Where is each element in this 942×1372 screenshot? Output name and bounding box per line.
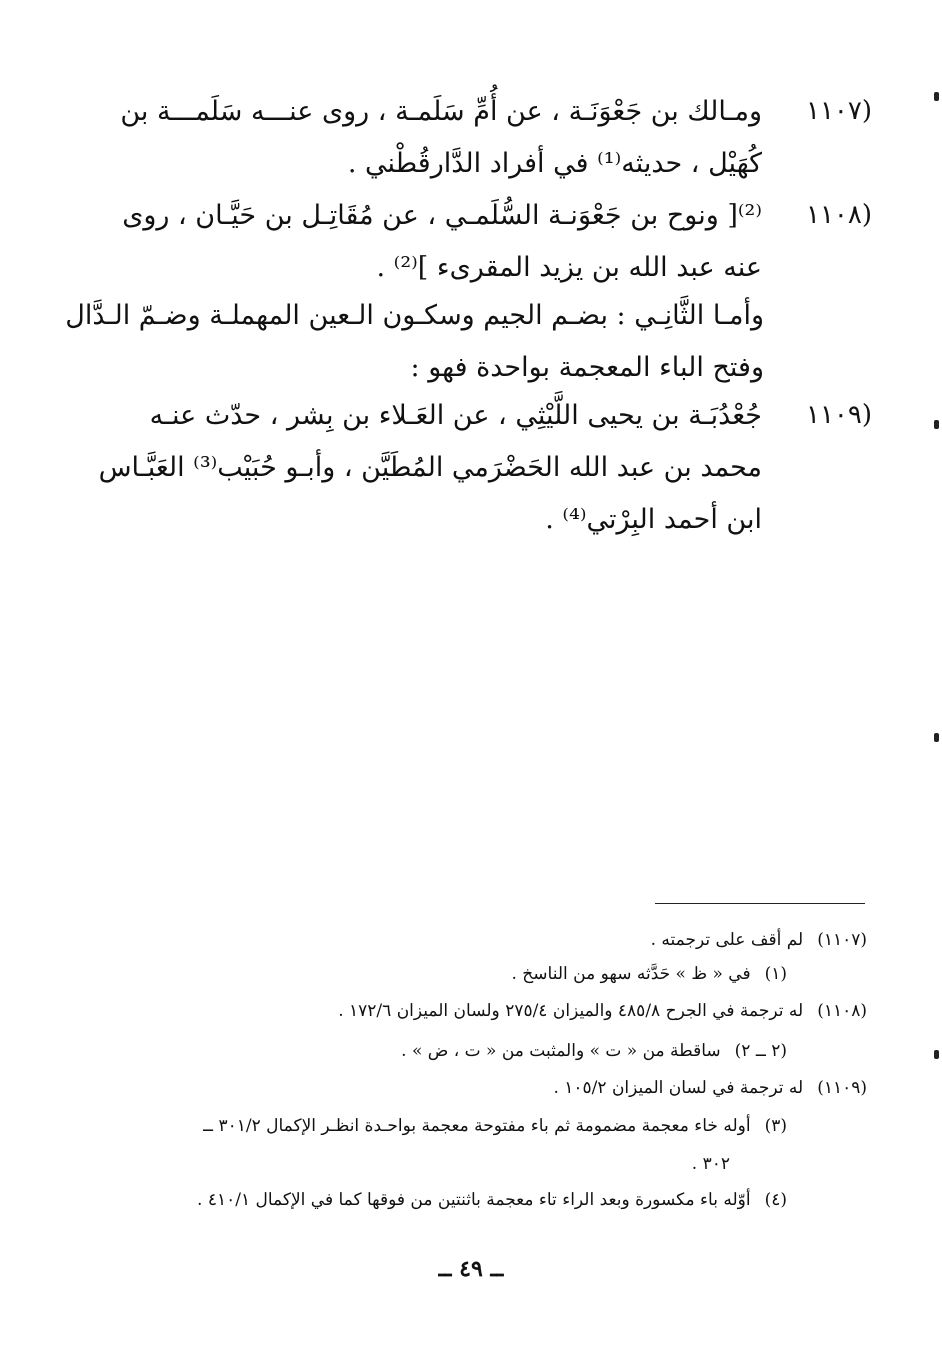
entry-text: [98, 390, 762, 546]
footnote-text: له ترجمة في الجرح ٤٨٥/٨ والميزان ٢٧٥/٤ ولسان الميزان ١٧٢/٦ .: [338, 1001, 804, 1021]
footnote-2: [401, 1037, 787, 1065]
footnote-3-continuation: [692, 1150, 730, 1178]
entry-1108: [122, 190, 872, 294]
footnote-number: (٤): [764, 1190, 787, 1210]
entry-line: محمد بن عبد الله الحَضْرَمي المُطَيَّن ، وأبـو حُبَيْب⁽³⁾ العَبَّـاس: [98, 452, 762, 483]
scan-mark: [934, 1050, 939, 1059]
scan-mark: [934, 92, 939, 101]
entry-line: جُعْدُبَـة بن يحيى اللَّيْثِي ، عن العَـلاء بن بِشر ، حدّث عنـه: [149, 400, 762, 431]
entry-number: (١١٠٧: [805, 96, 872, 126]
entry-text: [122, 190, 762, 294]
footnote-separator: [655, 903, 865, 904]
entry-1109: [98, 390, 872, 546]
footnote-text: أوله خاء معجمة مضمومة ثم باء مفتوحة معجمة بواحـدة انظـر الإكمال ٣٠١/٢ ــ: [203, 1116, 751, 1136]
footnote-4: [197, 1186, 787, 1214]
footnote-text: ساقطة من « ت » والمثبت من « ت ، ض » .: [401, 1041, 721, 1061]
footnote-text: ٣٠٢ .: [691, 1154, 730, 1174]
entry-number: (١١٠٩: [805, 400, 872, 430]
entry-line: كُهَيْل ، حديثه⁽¹⁾ في أفراد الدَّارقُطْني .: [347, 148, 762, 179]
footnote-number: (١): [764, 964, 787, 984]
paragraph-line: وفتح الباء المعجمة بواحدة فهو :: [410, 352, 764, 383]
footnote-number: (١١٠٧): [817, 930, 867, 950]
footnote-1107: [651, 926, 867, 954]
entry-text: [120, 86, 762, 190]
footnote-1108: [338, 997, 867, 1025]
paragraph-line: وأمـا الثَّانِـي : بضـم الجيم وسكـون الـعين المهملـة وضـمّ الـدَّال: [65, 300, 764, 331]
section-paragraph: [65, 290, 764, 394]
footnote-number: (١١٠٩): [817, 1078, 867, 1098]
entry-line: ومـالك بن جَعْوَنَـة ، عن أُمِّ سَلَمـة ، روى عنـــه سَلَمـــة بن: [120, 96, 762, 127]
footnote-1: [512, 960, 788, 988]
entry-line: ابن أحمد البِرْتي⁽⁴⁾ .: [545, 504, 762, 535]
footnote-text: لم أقف على ترجمته .: [650, 930, 804, 950]
footnote-3: [203, 1112, 787, 1140]
footnote-text: له ترجمة في لسان الميزان ١٠٥/٢ .: [553, 1078, 804, 1098]
entry-line: ⁽²⁾[ ونوح بن جَعْوَنـة السُّلَمـي ، عن مُقَاتِـل بن حَيَّـان ، روى: [122, 200, 762, 231]
footnote-1109: [553, 1074, 867, 1102]
scan-mark: [934, 733, 939, 742]
page-number: ــ ٤٩ ــ: [438, 1256, 504, 1282]
entry-line: عنه عبد الله بن يزيد المقرىء ]⁽²⁾ .: [376, 252, 762, 283]
entry-number: (١١٠٨: [805, 200, 872, 230]
scan-mark: [934, 420, 939, 429]
entry-1107: [120, 86, 872, 190]
footnote-text: أوّله باء مكسورة وبعد الراء تاء معجمة باثنتين من فوقها كما في الإكمال ٤١٠/١ .: [197, 1190, 751, 1210]
footnote-number: (١١٠٨): [817, 1001, 867, 1021]
footnote-number: (٣): [764, 1116, 787, 1136]
footnote-text: في « ظ » حَدَّثه سهو من الناسخ .: [511, 964, 751, 984]
footnote-number: (٢ ــ ٢): [734, 1041, 787, 1061]
